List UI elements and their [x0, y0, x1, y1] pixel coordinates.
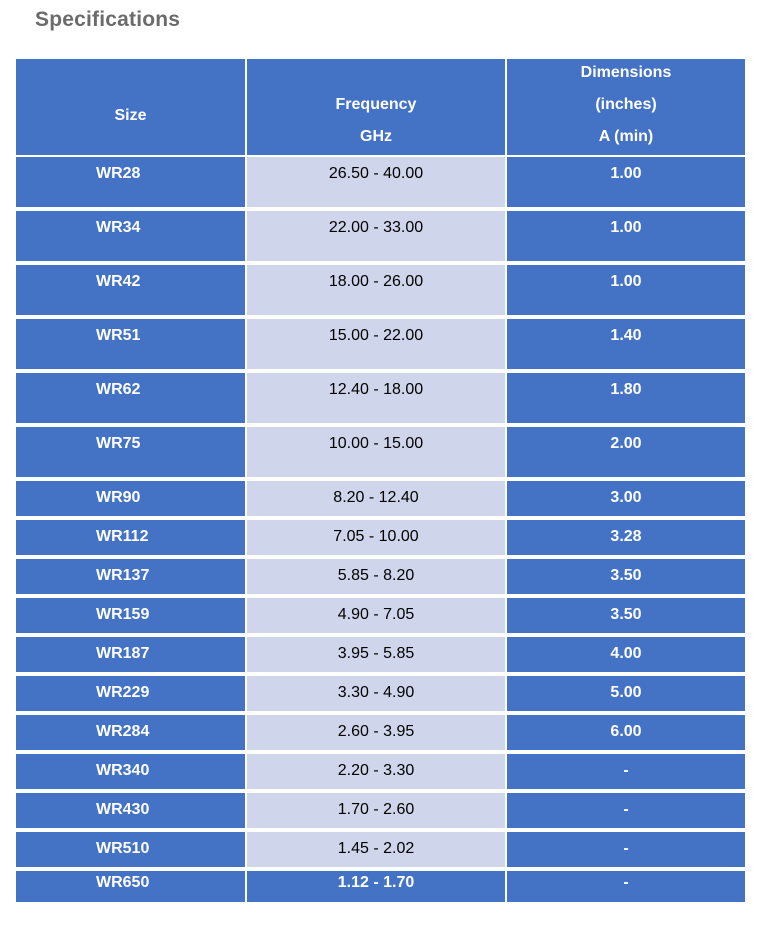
dimension-cell: 4.00 [507, 637, 745, 672]
header-dimensions-line-3: A (min) [598, 128, 654, 145]
table-row [16, 211, 745, 261]
header-frequency [247, 59, 505, 155]
frequency-cell: 10.00 - 15.00 [247, 427, 505, 477]
size-cell: WR112 [16, 520, 245, 555]
header-frequency-line-2: GHz [360, 128, 392, 145]
table-row [16, 157, 745, 207]
frequency-cell: 1.12 - 1.70 [247, 871, 505, 902]
size-cell: WR159 [16, 598, 245, 633]
header-dimensions [507, 59, 745, 155]
dimension-cell: 6.00 [507, 715, 745, 750]
dimension-cell: 3.50 [507, 559, 745, 594]
header-dimensions-line-1: Dimensions [580, 64, 672, 81]
frequency-cell: 4.90 - 7.05 [247, 598, 505, 633]
size-cell: WR187 [16, 637, 245, 672]
frequency-cell: 2.60 - 3.95 [247, 715, 505, 750]
frequency-cell: 8.20 - 12.40 [247, 481, 505, 516]
frequency-cell: 1.70 - 2.60 [247, 793, 505, 828]
dimension-cell: 3.00 [507, 481, 745, 516]
table-row [16, 793, 745, 828]
table-header-row [16, 59, 745, 155]
table-row [16, 676, 745, 711]
table-row [16, 598, 745, 633]
table-row [16, 373, 745, 423]
size-cell: WR42 [16, 265, 245, 315]
table-row [16, 520, 745, 555]
table-row [16, 754, 745, 789]
table-row [16, 559, 745, 594]
size-cell: WR28 [16, 157, 245, 207]
header-dimensions-line-2: (inches) [595, 96, 657, 113]
frequency-cell: 2.20 - 3.30 [247, 754, 505, 789]
size-cell: WR284 [16, 715, 245, 750]
table-row [16, 715, 745, 750]
header-size [16, 59, 245, 155]
dimension-cell: - [507, 871, 745, 902]
dimension-cell: 1.80 [507, 373, 745, 423]
page-title: Specifications [35, 8, 181, 31]
frequency-cell: 18.00 - 26.00 [247, 265, 505, 315]
table-row [16, 481, 745, 516]
table-row [16, 871, 745, 902]
frequency-cell: 7.05 - 10.00 [247, 520, 505, 555]
table-row [16, 832, 745, 867]
frequency-cell: 5.85 - 8.20 [247, 559, 505, 594]
dimension-cell: 5.00 [507, 676, 745, 711]
frequency-cell: 15.00 - 22.00 [247, 319, 505, 369]
size-cell: WR229 [16, 676, 245, 711]
size-cell: WR510 [16, 832, 245, 867]
size-cell: WR340 [16, 754, 245, 789]
frequency-cell: 3.95 - 5.85 [247, 637, 505, 672]
dimension-cell: 1.00 [507, 265, 745, 315]
header-frequency-line-1: Frequency [335, 96, 417, 113]
frequency-cell: 22.00 - 33.00 [247, 211, 505, 261]
dimension-cell: - [507, 832, 745, 867]
table-row [16, 265, 745, 315]
frequency-cell: 3.30 - 4.90 [247, 676, 505, 711]
dimension-cell: - [507, 793, 745, 828]
size-cell: WR430 [16, 793, 245, 828]
specifications-table [16, 59, 745, 902]
frequency-cell: 1.45 - 2.02 [247, 832, 505, 867]
size-cell: WR650 [16, 871, 245, 902]
table-row [16, 427, 745, 477]
size-cell: WR51 [16, 319, 245, 369]
frequency-cell: 12.40 - 18.00 [247, 373, 505, 423]
dimension-cell: 2.00 [507, 427, 745, 477]
dimension-cell: 1.00 [507, 157, 745, 207]
size-cell: WR62 [16, 373, 245, 423]
header-size-label: Size [114, 107, 147, 124]
dimension-cell: 3.50 [507, 598, 745, 633]
frequency-cell: 26.50 - 40.00 [247, 157, 505, 207]
dimension-cell: 3.28 [507, 520, 745, 555]
dimension-cell: - [507, 754, 745, 789]
size-cell: WR34 [16, 211, 245, 261]
size-cell: WR90 [16, 481, 245, 516]
table-row [16, 319, 745, 369]
size-cell: WR137 [16, 559, 245, 594]
size-cell: WR75 [16, 427, 245, 477]
dimension-cell: 1.00 [507, 211, 745, 261]
table-row [16, 637, 745, 672]
dimension-cell: 1.40 [507, 319, 745, 369]
